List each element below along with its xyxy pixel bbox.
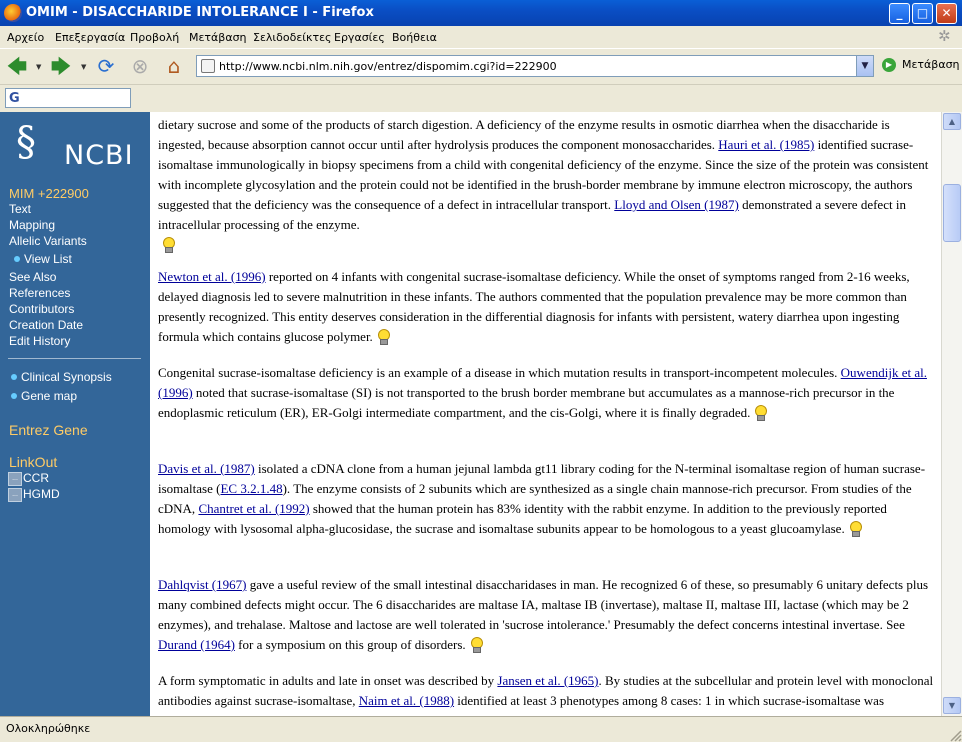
go-label: Μετάβαση bbox=[902, 58, 960, 71]
sidebar-item-creation-date[interactable]: Creation Date bbox=[9, 318, 84, 332]
ec-number-link[interactable]: EC 3.2.1.48 bbox=[220, 481, 283, 496]
text: reported on 4 infants with congenital sucrase-isomaltase deficiency. While the onset of symptoms ranged from 2-16 weeks, delayed diagnosis led to severe malnutrition in these infants. The authors commented that the population prevalence may be more common than presently recognized. This entity deserves consideration in the differential diagnosis for infants with persistent, watery diarrhea upon ingesting formula which contains glucose polymer. bbox=[158, 269, 910, 344]
linkout-item-ccr[interactable] bbox=[8, 471, 49, 486]
close-button[interactable]: ✕ bbox=[936, 3, 957, 24]
address-bar[interactable] bbox=[196, 55, 874, 77]
go-arrow-icon: ▶ bbox=[882, 58, 896, 72]
paragraph bbox=[158, 459, 934, 539]
vertical-scrollbar[interactable] bbox=[941, 112, 962, 716]
sidebar-item-references[interactable]: References bbox=[9, 286, 71, 300]
mim-number: MIM +222900 bbox=[9, 186, 89, 201]
reference-link[interactable]: Davis et al. (1987) bbox=[158, 461, 255, 476]
url-text[interactable]: http://www.ncbi.nlm.nih.gov/entrez/dispomim.cgi?id=222900 bbox=[219, 60, 557, 73]
expand-box-icon: ... bbox=[8, 472, 22, 486]
home-icon[interactable]: ⌂ bbox=[167, 54, 181, 78]
reference-link[interactable]: Dahlqvist (1967) bbox=[158, 577, 247, 592]
text: dietary sucrose and some of the products of starch digestion. A deficiency of the enzyme results in osmotic diarrhea when the disaccharide is ingested, because absorption cannot occur until after hydrolysis produces the component monosaccharides. bbox=[158, 117, 890, 152]
back-arrow-icon[interactable]: 🡄 bbox=[6, 54, 28, 78]
dna-helix-icon: § bbox=[16, 119, 36, 165]
ncbi-logo-text: NCBI bbox=[64, 140, 134, 171]
status-bar bbox=[0, 716, 962, 742]
go-button[interactable] bbox=[882, 58, 960, 72]
reference-link[interactable]: Hauri et al. (1985) bbox=[718, 137, 815, 152]
reference-link[interactable]: Newton et al. (1996) bbox=[158, 269, 266, 284]
view-list-label: View List bbox=[24, 252, 72, 266]
sidebar-item-text[interactable]: Text bbox=[9, 202, 32, 216]
paragraph bbox=[158, 363, 934, 423]
minimize-button[interactable]: _ bbox=[889, 3, 910, 24]
bullet-icon bbox=[11, 393, 17, 399]
menu-tools[interactable]: Εργασίες bbox=[334, 31, 385, 44]
sidebar-item-mapping[interactable]: Mapping bbox=[9, 218, 56, 232]
lightbulb-icon[interactable] bbox=[848, 521, 862, 536]
sidebar-item-view-list[interactable] bbox=[14, 252, 72, 266]
linkout-heading: LinkOut bbox=[9, 454, 58, 470]
text: gave a useful review of the small intestinal disaccharidases in man. He recognized 6 of these, so presumably 6 unitary defects plus many combined defects might occur. The 6 disaccharides are maltase IA, maltase IB (invertase), maltase II, maltase III, lactase (which may be 2 enzymes), and trehalase. Maltose and lactose are well tolerated in 'sucrose intolerance.' Presumably the defect concerns intestinal invertase. See bbox=[158, 577, 929, 632]
firefox-logo-icon bbox=[4, 4, 22, 22]
ncbi-logo[interactable] bbox=[14, 119, 134, 172]
forward-arrow-icon[interactable]: 🡆 bbox=[50, 54, 72, 78]
sidebar-item-contributors[interactable]: Contributors bbox=[9, 302, 75, 316]
text: isolated a cDNA clone from a human jejunal lambda gt11 library coding for the N-terminal isomaltase region of human sucrase-isomaltase ( bbox=[158, 461, 926, 496]
reference-link[interactable]: Ouwendijk et al. (1996) bbox=[158, 365, 927, 400]
menu-go[interactable]: Μετάβαση bbox=[189, 31, 247, 44]
throbber-icon: ✲ bbox=[938, 27, 951, 45]
omim-sidebar bbox=[0, 112, 150, 716]
expand-box-icon: ... bbox=[8, 488, 22, 502]
reference-link[interactable]: Jansen et al. (1965) bbox=[497, 673, 599, 688]
bullet-icon bbox=[11, 374, 17, 380]
text: Congenital sucrase-isomaltase deficiency is an example of a disease in which mutation results in transport-incompetent molecules. bbox=[158, 365, 841, 380]
reference-link[interactable]: Durand (1964) bbox=[158, 637, 235, 652]
sidebar-item-clinical-synopsis[interactable] bbox=[11, 370, 112, 384]
entrez-gene-link[interactable]: Entrez Gene bbox=[9, 422, 88, 438]
sidebar-item-see-also[interactable]: See Also bbox=[9, 270, 57, 284]
hgmd-label: HGMD bbox=[23, 487, 60, 501]
search-input[interactable] bbox=[5, 88, 131, 108]
sidebar-item-allelic-variants[interactable]: Allelic Variants bbox=[9, 234, 87, 248]
scroll-down-arrow-icon[interactable]: ▼ bbox=[943, 697, 961, 714]
text: identified at least 3 phenotypes among 8 cases: 1 in which sucrase-isomaltase was bbox=[457, 693, 885, 708]
paragraph bbox=[158, 267, 934, 347]
gene-map-label: Gene map bbox=[21, 389, 78, 403]
text: . By studies at the subcellular and protein level with monoclonal antibodies against sucrase-isomaltase, bbox=[158, 673, 934, 708]
menu-bookmarks[interactable]: Σελιδοδείκτες bbox=[253, 31, 332, 44]
window-title: OMIM - DISACCHARIDE INTOLERANCE I - Firefox bbox=[26, 5, 374, 20]
sidebar-divider bbox=[8, 358, 141, 359]
clinical-synopsis-label: Clinical Synopsis bbox=[21, 370, 112, 384]
scroll-up-arrow-icon[interactable]: ▲ bbox=[943, 113, 961, 130]
text: showed that the human protein has 83% identity with the rabbit enzyme. In addition to the previously reported homology with lysosomal alpha-glucosidase, the sucrase and isomaltase subunits appear to be homologous to a yeast glucoamylase. bbox=[158, 501, 887, 536]
text: noted that sucrase-isomaltase (SI) is not transported to the brush border membrane but accumulates as a mannose-rich precursor in the endoplasmic reticulum (ER), ER-Golgi intermediate compartment, and the cis-Golgi, where it is finally degraded. bbox=[158, 385, 895, 420]
scrollbar-thumb[interactable] bbox=[943, 184, 961, 242]
reference-link[interactable]: Naim et al. (1988) bbox=[358, 693, 455, 708]
lightbulb-icon[interactable] bbox=[469, 637, 483, 652]
paragraph bbox=[158, 575, 934, 655]
url-dropdown-icon[interactable]: ▼ bbox=[856, 56, 873, 76]
maximize-button[interactable]: □ bbox=[912, 3, 933, 24]
stop-icon[interactable]: ⊗ bbox=[131, 54, 149, 78]
menu-file[interactable]: Αρχείο bbox=[7, 31, 45, 44]
lightbulb-icon[interactable] bbox=[753, 405, 767, 420]
reload-icon[interactable]: ⟳ bbox=[97, 54, 115, 78]
reference-link[interactable]: Chantret et al. (1992) bbox=[198, 501, 310, 516]
sidebar-item-edit-history[interactable]: Edit History bbox=[9, 334, 71, 348]
menu-bar bbox=[0, 26, 962, 48]
text: ). The enzyme consists of 2 subunits which are synthesized as a single chain mannose-rich precursor. From studies of the cDNA, bbox=[158, 481, 912, 516]
text: for a symposium on this group of disorders. bbox=[234, 637, 466, 652]
ccr-label: CCR bbox=[23, 471, 49, 485]
search-toolbar bbox=[0, 84, 962, 112]
window-title-bar[interactable] bbox=[0, 0, 962, 26]
paragraph bbox=[158, 115, 934, 255]
search-engine-icon[interactable]: G bbox=[9, 91, 20, 106]
page-favicon-icon bbox=[201, 59, 215, 73]
menu-edit[interactable]: Επεξεργασία bbox=[55, 31, 126, 44]
menu-view[interactable]: Προβολή bbox=[130, 31, 180, 44]
text: A form symptomatic in adults and late in onset was described by bbox=[158, 673, 498, 688]
linkout-item-hgmd[interactable] bbox=[8, 487, 60, 502]
bullet-icon bbox=[14, 256, 20, 262]
sidebar-item-gene-map[interactable] bbox=[11, 389, 77, 403]
lightbulb-icon[interactable] bbox=[376, 329, 390, 344]
resize-grip-icon[interactable] bbox=[948, 728, 962, 742]
omim-text-content bbox=[150, 112, 941, 716]
forward-dropdown-icon[interactable]: ▼ bbox=[81, 63, 87, 71]
status-text: Ολοκληρώθηκε bbox=[6, 722, 91, 735]
lightbulb-icon[interactable] bbox=[161, 237, 175, 252]
reference-link[interactable]: Lloyd and Olsen (1987) bbox=[614, 197, 739, 212]
text: demonstrated a severe defect in intracellular processing of the enzyme. bbox=[158, 197, 906, 232]
text: identified sucrase-isomaltase immunologically in biopsy specimens from a child with congenital deficiency of the enzyme. Since the size of the protein was consistent with incomplete glycosylation and the protein could not be identified in the brush-border membrane by immune electron microscopy, the authors suggested that the deficiency was the consequence of a defect in intracellular transport. bbox=[158, 137, 929, 212]
menu-help[interactable]: Βοήθεια bbox=[392, 31, 437, 44]
back-dropdown-icon[interactable]: ▼ bbox=[36, 63, 42, 71]
